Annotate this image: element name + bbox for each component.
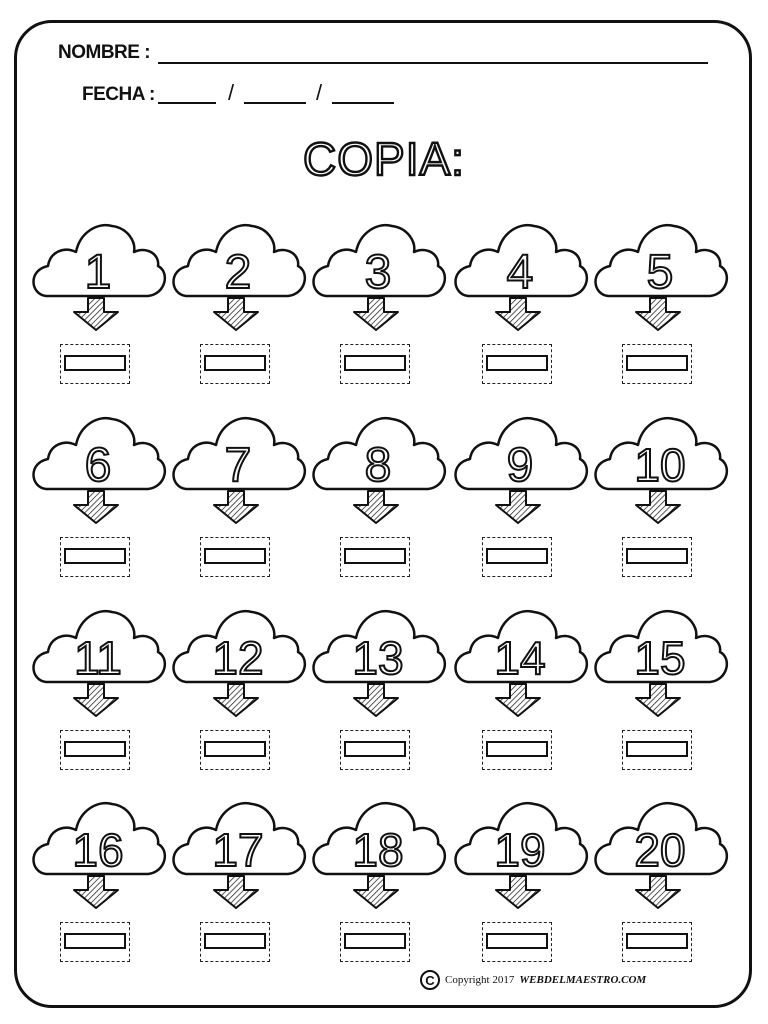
down-arrow-icon	[636, 491, 680, 523]
cloud-icon	[28, 790, 168, 920]
down-arrow-icon	[354, 876, 398, 908]
down-arrow-icon	[74, 491, 118, 523]
down-arrow-icon	[214, 298, 258, 330]
down-arrow-icon	[214, 684, 258, 716]
answer-field[interactable]	[344, 741, 406, 757]
answer-box[interactable]	[200, 922, 270, 962]
down-arrow-icon	[354, 491, 398, 523]
number-card	[168, 598, 308, 778]
cloud-number: 10	[634, 439, 686, 491]
cloud-number: 4	[506, 246, 534, 299]
number-card	[168, 405, 308, 585]
answer-field[interactable]	[626, 741, 688, 757]
cloud-number: 20	[634, 824, 686, 876]
down-arrow-icon	[636, 684, 680, 716]
answer-field[interactable]	[486, 548, 548, 564]
copyright-website: WEBDELMAESTRO.COM	[519, 974, 647, 986]
number-card	[168, 790, 308, 970]
answer-box[interactable]	[340, 344, 410, 384]
number-card	[450, 405, 590, 585]
answer-box[interactable]	[622, 922, 692, 962]
answer-box[interactable]	[340, 537, 410, 577]
number-card	[308, 598, 448, 778]
cloud-icon	[450, 405, 590, 535]
cloud-icon	[450, 790, 590, 920]
cloud-icon	[168, 405, 308, 535]
answer-field[interactable]	[626, 548, 688, 564]
answer-field[interactable]	[64, 355, 126, 371]
answer-box[interactable]	[482, 922, 552, 962]
answer-box[interactable]	[622, 730, 692, 770]
answer-box[interactable]	[60, 922, 130, 962]
cloud-icon	[168, 212, 308, 342]
answer-box[interactable]	[60, 344, 130, 384]
answer-box[interactable]	[200, 730, 270, 770]
cloud-icon	[168, 790, 308, 920]
number-card	[450, 598, 590, 778]
cloud-number: 18	[352, 824, 404, 876]
cloud-icon	[450, 212, 590, 342]
down-arrow-icon	[214, 491, 258, 523]
page-title-text: COPIA:	[303, 133, 465, 185]
cloud-number: 11	[74, 632, 122, 684]
cloud-icon	[450, 598, 590, 728]
cloud-number: 5	[646, 246, 674, 299]
answer-box[interactable]	[622, 537, 692, 577]
date-separator-2: /	[316, 80, 323, 105]
number-card	[450, 790, 590, 970]
answer-field[interactable]	[344, 548, 406, 564]
cloud-icon	[308, 598, 448, 728]
down-arrow-icon	[636, 876, 680, 908]
cloud-number: 7	[224, 439, 252, 492]
down-arrow-icon	[496, 876, 540, 908]
copyright-text: Copyright 2017	[445, 974, 515, 986]
answer-field[interactable]	[344, 355, 406, 371]
answer-box[interactable]	[622, 344, 692, 384]
number-card	[590, 212, 730, 392]
cloud-number: 6	[84, 439, 112, 492]
number-card	[308, 790, 448, 970]
down-arrow-icon	[74, 684, 118, 716]
cloud-number: 16	[72, 824, 124, 876]
cloud-icon	[28, 212, 168, 342]
answer-box[interactable]	[482, 537, 552, 577]
copyright-footer	[420, 970, 646, 990]
answer-field[interactable]	[64, 548, 126, 564]
cloud-icon	[308, 212, 448, 342]
answer-field[interactable]	[626, 355, 688, 371]
down-arrow-icon	[354, 298, 398, 330]
answer-field[interactable]	[204, 933, 266, 949]
answer-box[interactable]	[340, 922, 410, 962]
down-arrow-icon	[354, 684, 398, 716]
cloud-icon	[590, 405, 730, 535]
down-arrow-icon	[74, 876, 118, 908]
answer-field[interactable]	[486, 355, 548, 371]
cloud-number: 9	[506, 439, 534, 492]
number-card	[168, 212, 308, 392]
answer-field[interactable]	[486, 933, 548, 949]
answer-field[interactable]	[204, 741, 266, 757]
answer-field[interactable]	[64, 741, 126, 757]
answer-box[interactable]	[60, 730, 130, 770]
cloud-number: 17	[212, 824, 264, 876]
cloud-number: 8	[364, 439, 392, 492]
down-arrow-icon	[74, 298, 118, 330]
answer-box[interactable]	[200, 344, 270, 384]
down-arrow-icon	[496, 298, 540, 330]
cloud-icon	[590, 598, 730, 728]
number-card	[28, 212, 168, 392]
number-card	[28, 598, 168, 778]
answer-field[interactable]	[486, 741, 548, 757]
number-card	[28, 405, 168, 585]
number-card	[590, 598, 730, 778]
answer-field[interactable]	[64, 933, 126, 949]
cloud-icon	[590, 212, 730, 342]
number-card	[450, 212, 590, 392]
down-arrow-icon	[214, 876, 258, 908]
date-separator-1: /	[228, 80, 235, 105]
answer-box[interactable]	[200, 537, 270, 577]
cloud-number: 19	[494, 824, 546, 876]
cloud-icon	[28, 598, 168, 728]
answer-box[interactable]	[60, 537, 130, 577]
answer-field[interactable]	[204, 355, 266, 371]
cloud-icon	[590, 790, 730, 920]
answer-box[interactable]	[482, 344, 552, 384]
down-arrow-icon	[636, 298, 680, 330]
cloud-icon	[168, 598, 308, 728]
cloud-icon	[308, 405, 448, 535]
answer-field[interactable]	[204, 548, 266, 564]
cloud-number: 1	[84, 246, 112, 299]
down-arrow-icon	[496, 684, 540, 716]
answer-box[interactable]	[340, 730, 410, 770]
answer-field[interactable]	[626, 933, 688, 949]
answer-box[interactable]	[482, 730, 552, 770]
number-card	[590, 790, 730, 970]
number-card	[590, 405, 730, 585]
cloud-icon	[308, 790, 448, 920]
copyright-icon: C	[420, 970, 440, 990]
name-label: NOMBRE :	[58, 42, 151, 63]
cloud-number: 2	[224, 246, 252, 299]
number-card	[308, 212, 448, 392]
cloud-number: 3	[364, 246, 392, 299]
cloud-icon	[28, 405, 168, 535]
cloud-number: 13	[352, 632, 404, 684]
date-label: FECHA :	[82, 84, 155, 105]
cloud-number: 12	[212, 632, 264, 684]
answer-field[interactable]	[344, 933, 406, 949]
cloud-number: 14	[494, 632, 546, 684]
cloud-number: 15	[634, 632, 686, 684]
number-card	[28, 790, 168, 970]
number-card	[308, 405, 448, 585]
down-arrow-icon	[496, 491, 540, 523]
